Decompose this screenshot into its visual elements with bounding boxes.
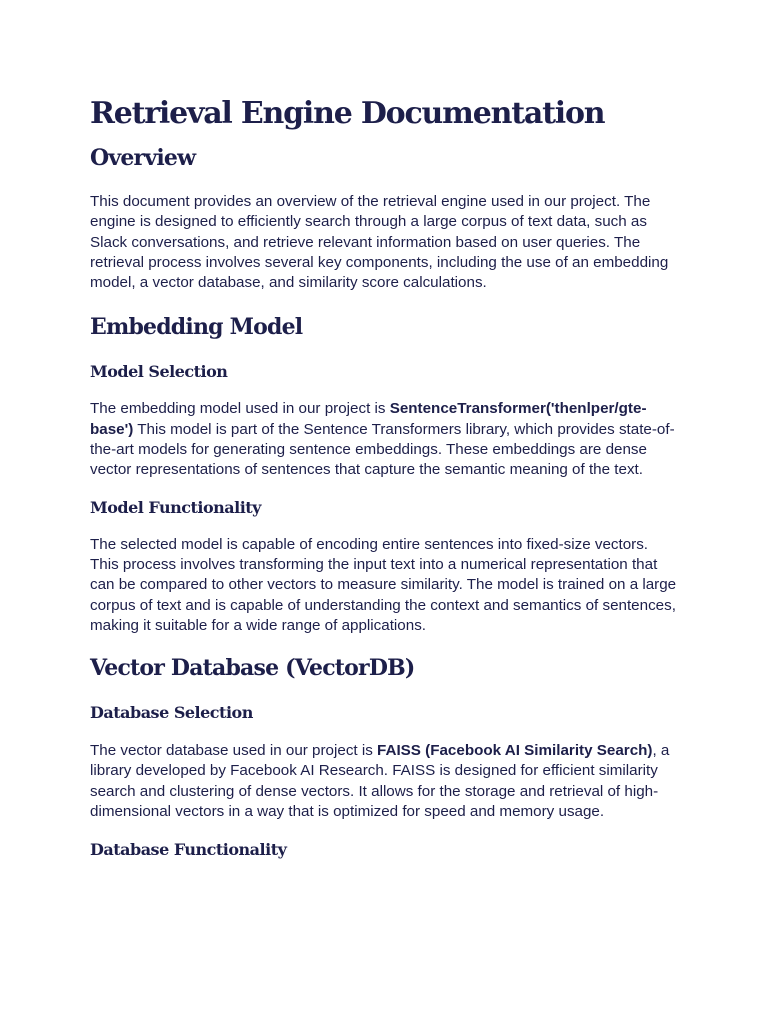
model-selection-text-after: This model is part of the Sentence Transformers library, which provides state-of-the-art models for generating sentence embeddings. These embeddings are dense vector representations of sentences that capture the semantic meaning of the text. — [90, 420, 675, 479]
model-name-bold: SentenceTransformer('thenlper/gte-base') — [90, 400, 647, 438]
database-functionality-heading: Database Functionality — [90, 840, 287, 860]
database-name-bold: FAISS (Facebook AI Similarity Search) — [377, 742, 653, 760]
document-content — [90, 92, 680, 861]
model-functionality-heading: Model Functionality — [90, 497, 261, 517]
model-selection-paragraph — [90, 399, 680, 480]
database-selection-text-after: , a library developed by Facebook AI Research. FAISS is designed for efficient similarity search and clustering of dense vectors. It allows for the storage and retrieval of high-dimensional vectors in a way that is optimized for speed and memory usage. — [90, 742, 670, 821]
model-selection-heading: Model Selection — [90, 362, 228, 382]
embedding-model-heading: Embedding Model — [90, 314, 303, 341]
overview-heading: Overview — [90, 145, 196, 171]
document-title: Retrieval Engine Documentation — [90, 96, 605, 131]
overview-paragraph: This document provides an overview of the retrieval engine used in our project. The engine is designed to efficiently search through a large corpus of text data, such as Slack conversations, and retrieve relevant information based on user queries. The retrieval process involves several key components, including the use of an embedding model, a vector database, and similarity score calculations. — [90, 193, 669, 292]
model-selection-text-before: The embedding model used in our project is — [90, 400, 390, 418]
vector-database-heading: Vector Database (VectorDB) — [90, 655, 415, 682]
database-selection-paragraph — [90, 741, 680, 822]
database-selection-text-before: The vector database used in our project is — [90, 742, 378, 760]
model-functionality-paragraph: The selected model is capable of encoding entire sentences into fixed-size vectors. This process involves transforming the input text into a numerical representation that can be compared to other vectors to measure similarity. The model is trained on a large corpus of text and is capable of understanding the context and semantics of sentences, making it suitable for a wide range of applications. — [90, 535, 677, 634]
database-selection-heading: Database Selection — [90, 703, 253, 723]
